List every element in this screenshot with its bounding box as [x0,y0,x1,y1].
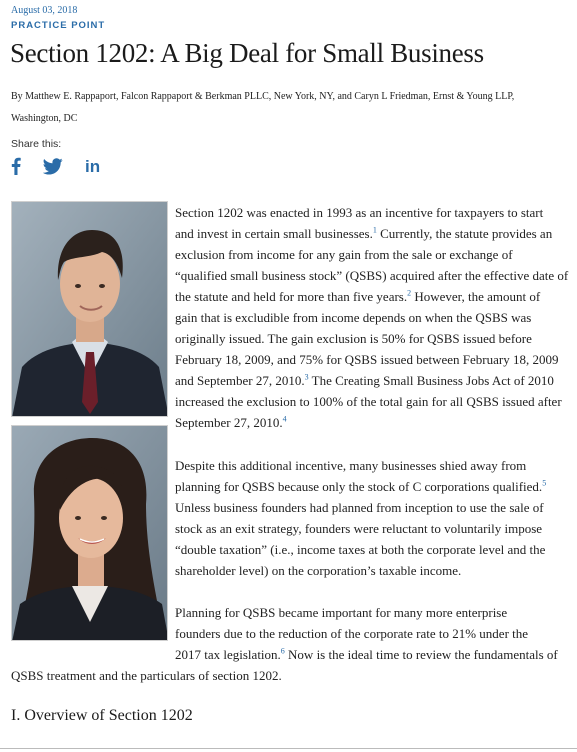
footnote-ref-3[interactable]: 3 [304,372,309,382]
text-span: “double taxation” (i.e., income taxes at both the corporate level and the [175,542,546,557]
footnote-ref-2[interactable]: 2 [407,288,412,298]
text-span: and invest in certain small businesses. [175,226,373,241]
page-title: Section 1202: A Big Deal for Small Business [10,38,484,68]
text-line [175,223,577,244]
text-line [175,265,577,286]
text-span: However, the amount of [411,289,541,304]
linkedin-share-button[interactable] [85,155,100,177]
share-buttons [11,155,122,177]
text-span: founders due to the reduction of the corporate rate to 21% under the [175,626,529,641]
text-span: Despite this additional incentive, many businesses shied away from [175,458,527,473]
article-date: August 03, 2018 [11,5,78,16]
text-span: September 27, 2010. [175,415,283,430]
text-span: 2017 tax legislation. [175,647,281,662]
linkedin-icon: in [85,156,101,176]
section-heading: I. Overview of Section 1202 [11,707,193,724]
byline-line: By Matthew E. Rappaport, Falcon Rappaport & Berkman PLLC, New York, NY, and Caryn L Friedman, Ernst & Young LLP, [11,91,515,102]
footnote-ref-4[interactable]: 4 [282,414,287,424]
text-line [175,286,577,307]
text-span: planning for QSBS because only the stock of C corporations qualified. [175,479,543,494]
text-span: February 18, 2009, and 75% for QSBS issued between February 18, 2009 [175,352,559,367]
paragraph-planning [175,602,577,665]
footnote-ref-5[interactable]: 5 [542,478,547,488]
text-line [175,476,577,497]
facebook-share-button[interactable] [11,155,21,177]
paragraph-c-corporations [175,455,577,581]
text-span: Planning for QSBS became important for many more enterprise [175,605,508,620]
text-span: Currently, the statute provides an [376,226,553,241]
author-photo-caryn-friedman [11,425,168,641]
text-line [175,307,577,328]
text-line [175,202,577,223]
text-span: stock as an exit strategy, founders were reluctant to voluntarily impose [175,521,543,536]
facebook-icon [11,157,21,175]
text-line [175,370,577,391]
text-line [175,560,577,581]
text-line [175,518,577,539]
text-line [175,244,577,265]
article-kicker[interactable]: PRACTICE POINT [11,20,106,31]
byline-line: Washington, DC [11,113,78,124]
text-line [175,455,577,476]
twitter-icon [43,158,63,175]
footnote-ref-6[interactable]: 6 [280,646,285,656]
paragraph-planning-continued: QSBS treatment and the particulars of section 1202. [11,668,282,683]
text-line [175,602,577,623]
twitter-share-button[interactable] [43,155,63,177]
divider [0,748,577,749]
text-span: exclusion from income for any gain from the sale or exchange of [175,247,513,262]
footnote-ref-1[interactable]: 1 [372,225,377,235]
text-span: Section 1202 was enacted in 1993 as an incentive for taxpayers to start [175,205,544,220]
share-label: Share this: [11,138,62,150]
text-span: gain that is excludible from income depends on when the QSBS was [175,310,532,325]
author-photo-matthew-rappaport [11,201,168,417]
text-line [175,391,577,412]
text-line [175,412,577,433]
byline [11,86,571,130]
paragraph-intro [175,202,577,433]
text-span: Unless business founders had planned from inception to use the sale of [175,500,544,515]
text-span: originally issued. The gain exclusion is 50% for QSBS issued before [175,331,532,346]
text-span: the statute and held for more than five years. [175,289,408,304]
text-span: and September 27, 2010. [175,373,305,388]
text-span: shareholder level) on the corporation’s taxable income. [175,563,462,578]
text-span: Now is the ideal time to review the fundamentals of [284,647,558,662]
text-line [175,328,577,349]
text-span: increased the exclusion to 100% of the total gain for all QSBS issued after [175,394,562,409]
text-line [175,644,577,665]
text-span: The Creating Small Business Jobs Act of 2010 [308,373,554,388]
text-line [175,539,577,560]
text-line [175,349,577,370]
text-line [175,497,577,518]
text-span: “qualified small business stock” (QSBS) acquired after the effective date of [175,268,569,283]
text-line [175,623,577,644]
